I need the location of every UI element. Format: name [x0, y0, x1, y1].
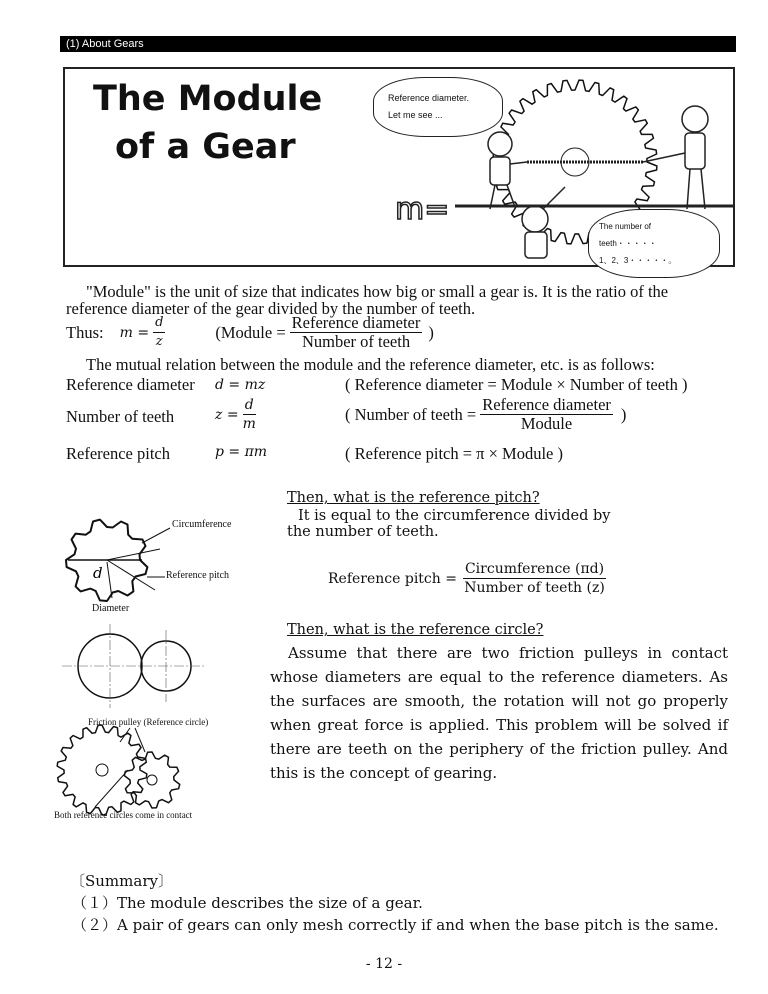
- pointer-line: [120, 728, 130, 742]
- row-reference-diameter-desc: ( Reference diameter = Module × Number of teeth ): [345, 375, 688, 394]
- paren: ): [620, 404, 627, 424]
- numerator: Reference diameter: [482, 395, 611, 414]
- bubble-text: The number of teeth・・・・・: [599, 222, 657, 248]
- fraction: [463, 560, 606, 597]
- row-reference-pitch-formula: p = πm: [215, 444, 268, 460]
- pitch-line: [107, 549, 160, 560]
- formula-lhs: m =: [119, 324, 150, 341]
- gear-bore: [147, 775, 157, 785]
- gear-bore: [96, 764, 108, 776]
- d-label: d: [93, 564, 103, 582]
- circumference-arrow: [142, 528, 170, 543]
- denominator: z: [155, 334, 163, 349]
- module-definition: [66, 314, 434, 351]
- circle-heading: Then, what is the reference circle?: [287, 622, 544, 638]
- label-friction-pulley: Friction pulley (Reference circle): [88, 717, 209, 727]
- row-number-of-teeth-formula: [215, 396, 256, 433]
- row-reference-pitch-label: Reference pitch: [66, 444, 170, 463]
- summary-heading: 〔Summary〕: [70, 872, 173, 890]
- intro-line2: reference diameter of the gear divided by the number of teeth.: [66, 299, 476, 318]
- desc-text: ( Number of teeth =: [345, 404, 477, 424]
- gear-diagrams: [40, 480, 290, 830]
- numerator: Circumference (πd): [464, 561, 605, 577]
- paren: ): [428, 322, 434, 342]
- page-number: - 12 -: [365, 956, 403, 972]
- bubble-text: Let me see ...: [388, 110, 443, 120]
- formula-lhs: z =: [215, 406, 239, 423]
- row-number-of-teeth-label: Number of teeth: [66, 407, 175, 426]
- banner-title-line1: The Module: [93, 79, 323, 119]
- numerator: d: [244, 397, 254, 413]
- row-reference-diameter-formula: d = mz: [215, 377, 266, 393]
- denominator: Number of teeth (z): [464, 580, 605, 596]
- gear-teeth-outline: [57, 725, 147, 815]
- fraction: [480, 396, 613, 433]
- title-banner: [63, 67, 735, 267]
- speech-bubble-number-of-teeth: [588, 209, 720, 278]
- summary-item: （２）A pair of gears can only mesh correctly if and when the base pitch is the same.: [72, 916, 719, 934]
- thus-label: Thus:: [66, 322, 104, 342]
- pitch-formula: [328, 560, 606, 597]
- formula-m-equals: m=: [395, 192, 450, 227]
- formula-lhs: Reference pitch =: [328, 570, 457, 587]
- label-reference-pitch: Reference pitch: [166, 570, 230, 581]
- denominator: Module: [520, 414, 573, 433]
- denominator: m: [242, 416, 256, 432]
- intro-line1: "Module" is the unit of size that indicates how big or small a gear is. It is the ratio of the: [86, 282, 669, 301]
- diameter-pointer: [107, 562, 112, 598]
- label-contact: Both reference circles come in contact: [54, 810, 193, 820]
- fraction: [243, 396, 256, 433]
- module-label: (Module =: [215, 322, 286, 342]
- large-meshing-gear: [57, 725, 147, 815]
- pitch-text-line1: It is equal to the circumference divided by: [298, 508, 611, 524]
- section-header: (1) About Gears: [60, 36, 736, 52]
- banner-title-line2: of a Gear: [115, 127, 296, 167]
- character-left: [488, 132, 527, 209]
- pitch-text-line2: the number of teeth.: [287, 524, 439, 540]
- row-reference-pitch-desc: ( Reference pitch = π × Module ): [345, 444, 563, 463]
- label-circumference: Circumference: [172, 519, 232, 530]
- circle-paragraph: Assume that there are two friction pulleys in contact whose diameters are equal to the reference diameters. As the surfaces are smooth, the rotation will not go properly when great force is applied. This problem will be solved if there are teeth on the periphery of the friction pulley. And this is the concept of gearing.: [270, 644, 728, 782]
- pitch-line: [107, 560, 155, 590]
- bubble-text: Reference diameter.: [388, 93, 470, 103]
- bubble-text: 1、2、3・・・・・。: [599, 256, 677, 265]
- speech-bubble-reference-diameter: [373, 77, 503, 137]
- label-diameter: Diameter: [92, 603, 130, 614]
- character-bottom: [522, 187, 565, 258]
- denominator: Number of teeth: [301, 332, 411, 351]
- relations-intro: The mutual relation between the module and the reference diameter, etc. is as follows:: [86, 355, 655, 374]
- fraction-d-over-z: [153, 314, 165, 351]
- numerator: d: [153, 314, 165, 333]
- summary-item: （１）The module describes the size of a gear.: [72, 894, 423, 912]
- row-number-of-teeth-desc: [345, 396, 626, 433]
- numerator: Reference diameter: [291, 313, 421, 332]
- fraction-module: [290, 314, 423, 351]
- pitch-heading: Then, what is the reference pitch?: [287, 490, 540, 506]
- row-reference-diameter-label: Reference diameter: [66, 375, 195, 394]
- character-right: [643, 106, 708, 209]
